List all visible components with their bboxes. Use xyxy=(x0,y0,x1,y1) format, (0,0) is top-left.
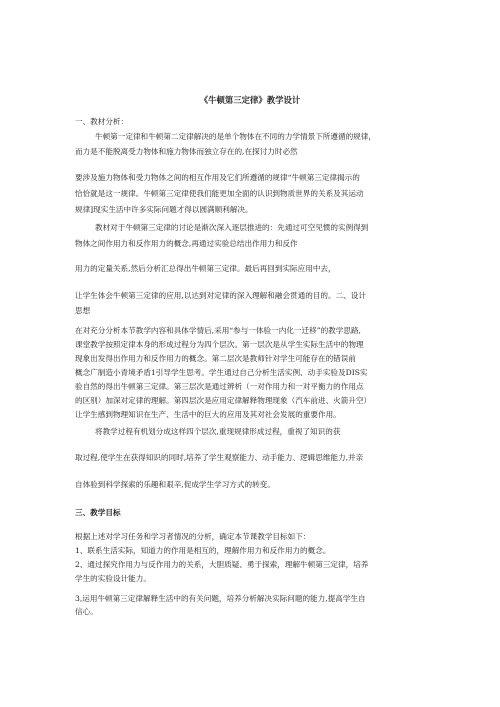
paragraph-line: 牛顿第一定律和牛顿第二定律解决的是单个物体在不同的力学情景下所遵循的规律， xyxy=(95,132,376,141)
paragraph-line: 根据上述对学习任务和学习者情况的分析，确定本节课教学目标如下： xyxy=(75,532,311,541)
paragraph-line: 要涉及施力物体和受力物体之间的相互作用及它们所遵循的规律“牛顿第三定律揭示的 xyxy=(75,173,360,182)
paragraph-line: 规律]现实生活中许多实际问题才得以圆满顺利解决。 xyxy=(75,205,253,214)
objective-item: 2、通过探究作用力与反作用力的关系，大胆质疑、勇于探索，理解牛顿第三定律，培养 xyxy=(75,560,369,569)
paragraph-line: 让学生感到物理知识在生产、生活中的巨大的应用及其对社会发展的重要作用。 xyxy=(75,410,341,419)
objective-item: 学生的实验设计能力。 xyxy=(75,574,151,583)
section-heading-analysis: 一、教材分析： xyxy=(75,117,129,126)
paragraph-line: 用力的定量关系,然后分析汇总得出牛顿第三定律。最后再回到实际应用中去， xyxy=(75,264,336,273)
objective-item: 信心。 xyxy=(75,607,98,616)
paragraph-line: 自体验到科学探索的乐趣和艰辛,促成学生学习方式的转变。 xyxy=(75,480,275,489)
paragraph-line: 将教学过程有机划分成这样四个层次,重现规律形成过程，重视了知识的获 xyxy=(95,427,341,436)
paragraph-line: 验自然的得出牛顿第三定律。第三层次是通过辨析（一对作用力和一对平衡力的作用点 xyxy=(75,382,364,391)
section-heading-design: 思想 xyxy=(75,306,91,315)
paragraph-line: 课堂教学按照定律本身的形成过程分为四个层次。第一层次是从学生实际生活中的物理 xyxy=(75,340,364,349)
paragraph-line: 在对充分分析本节教学内容和具体学情后,采用“参与一体验一内化一迁移”的教学思路, xyxy=(75,326,361,335)
paragraph-line: 的区别）加深对定律的理解。第四层次是应用定律解释物理现象（汽车前进、火箭升空） xyxy=(75,396,372,405)
paragraph-line: 而力是不能脱离受力物体和施力物体而独立存在的,在探讨力时必然 xyxy=(75,147,298,156)
paragraph-line: 物体之间作用力和反作用力的概念,再通过实验总结出作用力和反作 xyxy=(75,239,298,248)
paragraph-line: 取过程,使学生在获得知识的同时,培养了学生观察能力、动手能力、逻辑思维能力,并亲 xyxy=(75,453,364,462)
paragraph-line: 现象出发得出作用力和反作用力的概念。第二层次是教师针对学生可能存在的错误前 xyxy=(75,354,356,363)
objective-item: 3,运用牛顿第三定律解释生活中的有关问题，培养分析解决实际问题的能力,提高学生自 xyxy=(75,594,366,603)
paragraph-line: 让学生体会牛顿第三定律的应用,以达到对定律的深入理解和融会贯通的目的。二、设计 xyxy=(75,291,366,300)
paragraph-line: 概念广制造小青境矛盾1引导学生思考。学生通过自己分析生活实例、动手实验及DIS实 xyxy=(75,368,368,377)
objective-item: 1、联系生活实际，知道力的作用是相互的，理解作用力和反作用力的概念。 xyxy=(75,546,331,555)
section-heading-objectives: 三、教学目标 xyxy=(75,508,121,517)
paragraph-line: 教材对于牛顿第三定律的讨论是渐次深入逐层推进的：先通过可空见惯的实例得到 xyxy=(95,223,369,232)
document-title: 《牛顿第三定律》教学设计 xyxy=(199,95,301,105)
paragraph-line: 恰恰就是这一规律。牛顿第三定律使我们能更加全面的认识到物质世界的关系及其运动 xyxy=(75,189,364,198)
